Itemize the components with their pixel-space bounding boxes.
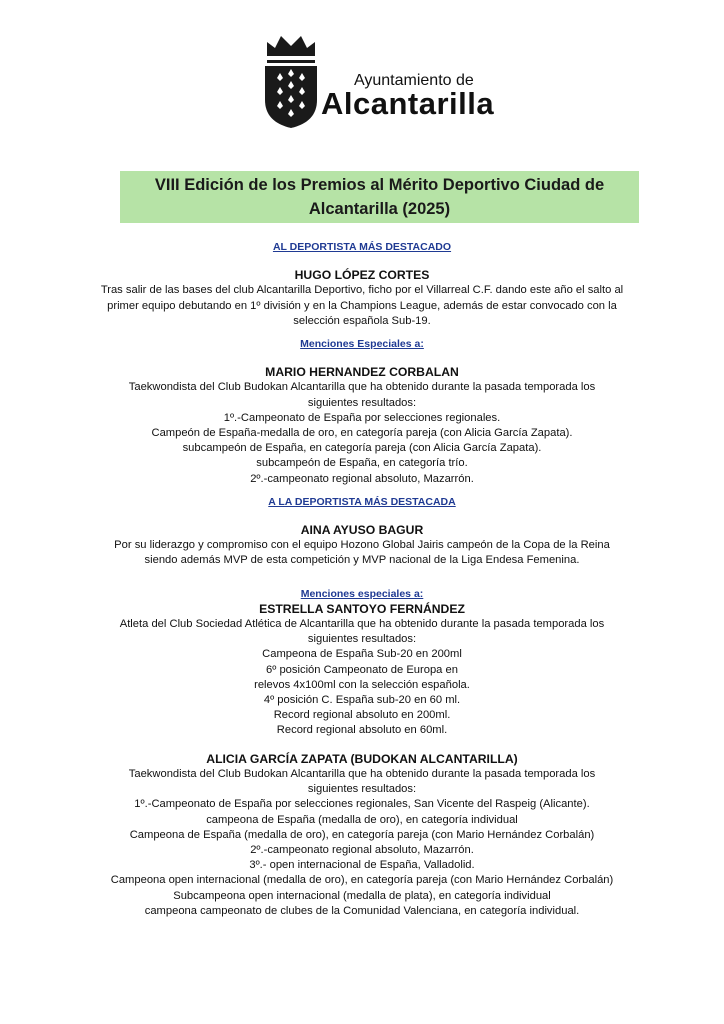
text-line: siguientes resultados: (307, 783, 417, 796)
text-line: Subcampeona open internacional (medalla de plata), en categoría individual (173, 889, 551, 902)
mention-text-female-1 (0, 617, 724, 739)
text-line: campeona campeonato de clubes de la Comunidad Valenciana, en categoría individual. (144, 904, 580, 917)
text-line: Tras salir de las bases del club Alcantarilla Deportivo, ficho por el Villarreal C.F. dando este año el salto al (100, 284, 624, 297)
title-line-1: VIII Edición de los Premios al Mérito Deportivo Ciudad de (154, 176, 605, 194)
document-title (120, 171, 639, 223)
org-name-top: Ayuntamiento de (354, 72, 474, 89)
mention-text-male (0, 380, 724, 486)
text-line: subcampeón de España, en categoría trío. (256, 457, 468, 470)
section-heading-female: A LA DEPORTISTA MÁS DESTACADA (268, 495, 456, 508)
mention-name-female-2: ALICIA GARCÍA ZAPATA (BUDOKAN ALCANTARILLA) (206, 751, 518, 766)
text-line: primer equipo debutando en 1º división y en la Champions League, además de estar convocado con la (107, 299, 617, 312)
text-line: Record regional absoluto en 60ml. (276, 724, 448, 737)
winner-text-male (0, 283, 724, 329)
winner-name-male: HUGO LÓPEZ CORTES (294, 268, 430, 283)
org-name-bottom: Alcantarilla (321, 86, 495, 121)
mention-text-female-2 (0, 767, 724, 919)
text-line: Campeona de España Sub-20 en 200ml (262, 648, 462, 661)
text-line: Record regional absoluto en 200ml. (273, 709, 451, 722)
text-line: 4º posición C. España sub-20 en 60 ml. (263, 694, 461, 707)
winner-text-female (0, 538, 724, 568)
winner-name-female: AINA AYUSO BAGUR (300, 523, 424, 538)
mention-name-male: MARIO HERNANDEZ CORBALAN (265, 365, 459, 380)
title-line-2: Alcantarilla (2025) (308, 200, 451, 218)
text-line: siguientes resultados: (307, 633, 417, 646)
text-line: Taekwondista del Club Budokan Alcantarilla que ha obtenido durante la pasada temporada los (128, 767, 596, 780)
mentions-heading-male: Menciones Especiales a: (300, 338, 424, 351)
document-body (0, 240, 724, 919)
text-line: 2º.-campeonato regional absoluto, Mazarrón. (250, 843, 474, 856)
mention-name-female-1: ESTRELLA SANTOYO FERNÁNDEZ (259, 601, 465, 616)
text-line: 3º.- open internacional de España, Valladolid. (249, 859, 475, 872)
text-line: Campeona de España (medalla de oro), en categoría pareja (con Mario Hernández Corbalán) (129, 828, 595, 841)
mentions-heading-female: Menciones especiales a: (300, 587, 424, 600)
text-line: 1º.-Campeonato de España por selecciones regionales. (223, 411, 501, 424)
text-line: subcampeón de España, en categoría pareja (con Alicia García Zapata). (182, 442, 542, 455)
text-line: selección española Sub-19. (293, 314, 431, 327)
text-line: Por su liderazgo y compromiso con el equipo Hozono Global Jairis campeón de la Copa de la Reina (114, 539, 610, 552)
text-line: Campeona open internacional (medalla de oro), en categoría pareja (con Mario Hernández Corbalán) (110, 874, 614, 887)
text-line: 1º.-Campeonato de España por selecciones regionales, San Vicente del Raspeig (Alicante). (134, 798, 590, 811)
crest-icon (261, 30, 321, 130)
text-line: 2º.-campeonato regional absoluto, Mazarrón. (250, 472, 474, 485)
text-line: Atleta del Club Sociedad Atlética de Alcantarilla que ha obtenido durante la pasada temporada los (119, 618, 605, 631)
text-line: siguientes resultados: (307, 396, 417, 409)
text-line: Taekwondista del Club Budokan Alcantarilla que ha obtenido durante la pasada temporada los (128, 381, 596, 394)
text-line: siendo además MVP de esta competición y MVP nacional de la Liga Endesa Femenina. (144, 554, 580, 567)
text-line: 6º posición Campeonato de Europa en (266, 663, 458, 676)
text-line: campeona de España (medalla de oro), en categoría individual (206, 813, 518, 826)
letterhead (0, 0, 724, 140)
text-line: relevos 4x100ml con la selección española. (254, 678, 470, 691)
text-line: Campeón de España-medalla de oro, en categoría pareja (con Alicia García Zapata). (151, 427, 573, 440)
section-heading-male: AL DEPORTISTA MÁS DESTACADO (272, 241, 452, 253)
